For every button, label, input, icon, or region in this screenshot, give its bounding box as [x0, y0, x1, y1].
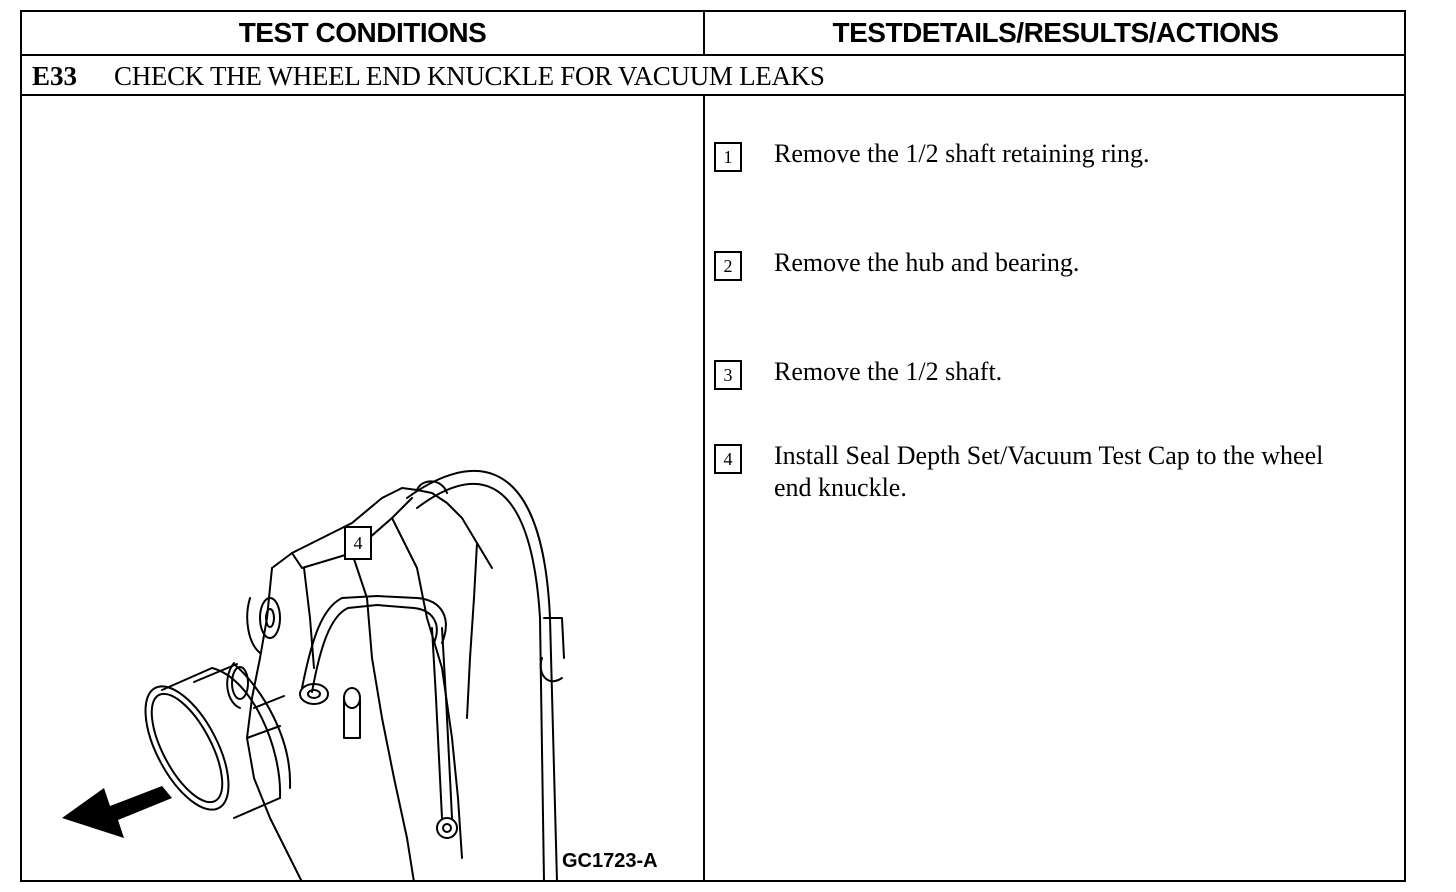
step-text: Install Seal Depth Set/Vacuum Test Cap to the wheel end knuckle.: [774, 441, 1324, 502]
step-number-box: 4: [714, 444, 742, 474]
knuckle-illustration: [22, 98, 702, 882]
column-divider: [703, 96, 705, 882]
step-text: Remove the 1/2 shaft.: [774, 357, 1003, 386]
figure-id: GC1723-A: [562, 850, 658, 872]
test-title-bar: [22, 56, 1404, 94]
step-number-box: 1: [714, 142, 742, 172]
wheel-knuckle-drawing: [22, 98, 702, 882]
step-text: Remove the 1/2 shaft retaining ring.: [774, 139, 1150, 168]
test-sheet: [20, 10, 1406, 882]
step-number-box: 3: [714, 360, 742, 390]
title-divider: [22, 94, 1404, 96]
test-title: CHECK THE WHEEL END KNUCKLE FOR VACUUM LEAKS: [114, 61, 825, 91]
header-test-details: TESTDETAILS/RESULTS/ACTIONS: [832, 17, 1279, 48]
step-number-box: 2: [714, 251, 742, 281]
header-test-conditions: TEST CONDITIONS: [22, 12, 705, 54]
step-text: Remove the hub and bearing.: [774, 248, 1080, 277]
test-code: E33: [32, 61, 78, 91]
figure-callout-step: 4: [344, 526, 372, 560]
arrow-icon: [62, 786, 172, 838]
